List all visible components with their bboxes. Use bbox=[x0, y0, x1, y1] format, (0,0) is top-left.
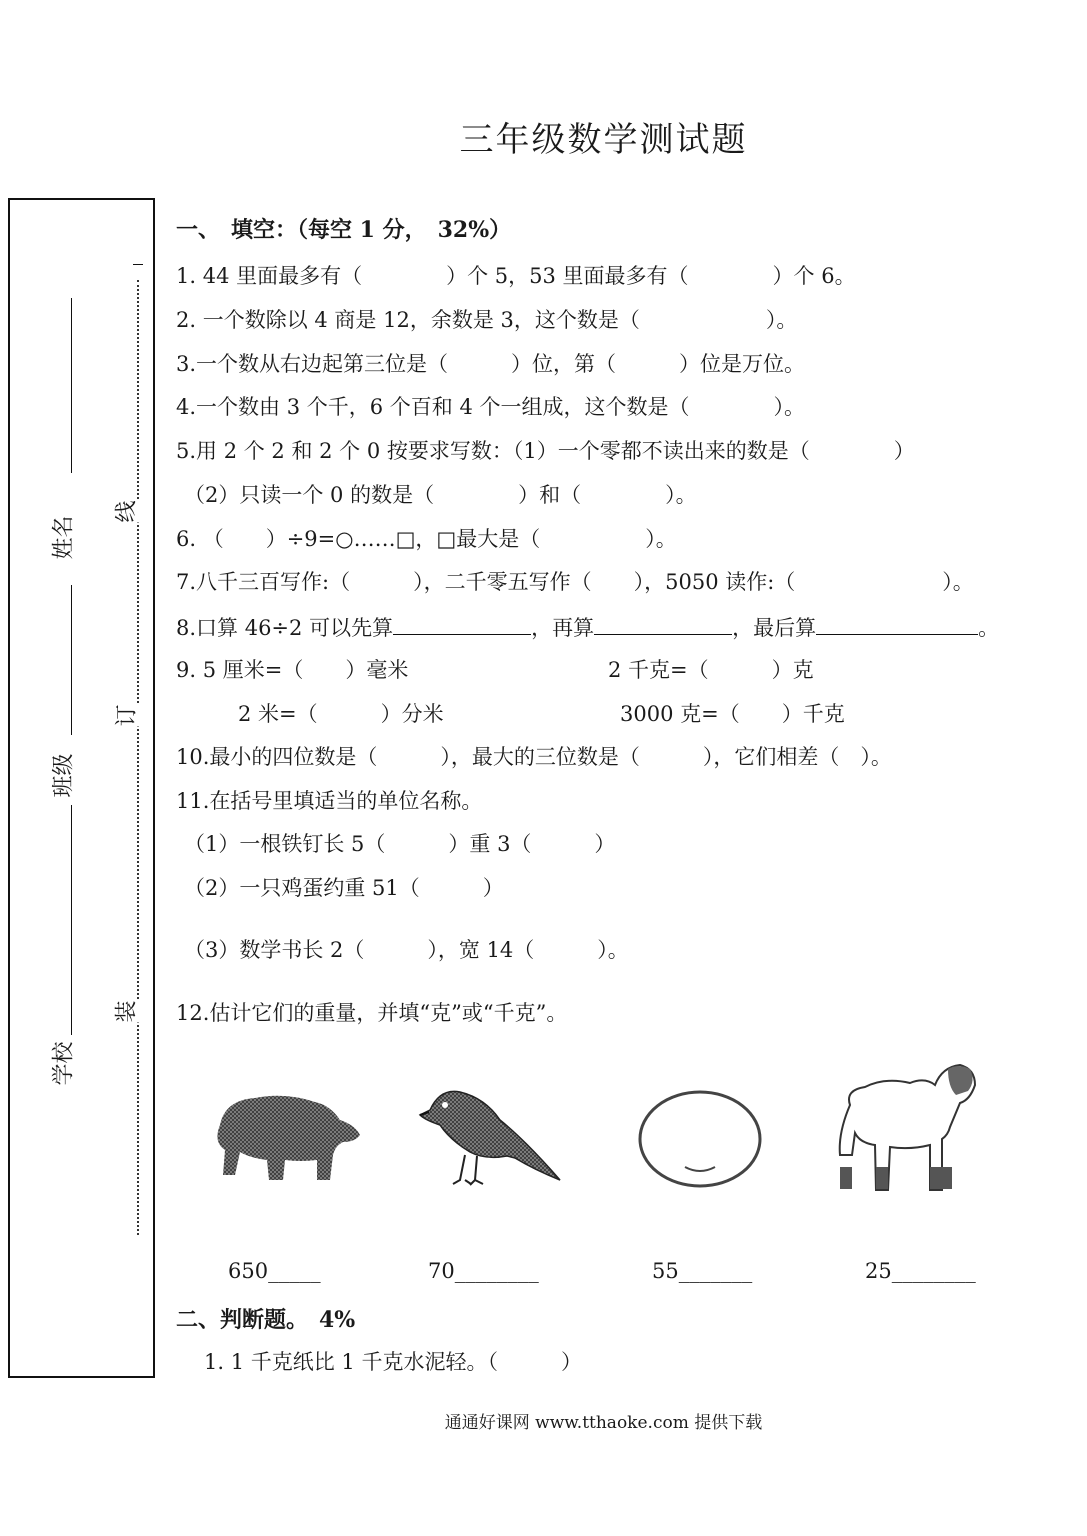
page-title: 三年级数学测试题 bbox=[459, 120, 748, 160]
sheep-icon bbox=[830, 1055, 980, 1205]
bird-icon bbox=[415, 1080, 565, 1195]
class-line-lower bbox=[71, 805, 72, 1035]
seal-mark-ding: 订 bbox=[110, 704, 141, 726]
question-9-row1-left: 9. 5 厘米=（ ）毫米 bbox=[176, 658, 409, 682]
seal-mark-line: 线 bbox=[110, 500, 141, 522]
answer-blank[interactable] bbox=[393, 612, 531, 635]
judgement-question-1: 1. 1 千克纸比 1 千克水泥轻。（ ） bbox=[204, 1350, 582, 1374]
weight-answer-1: 650_____ bbox=[228, 1259, 321, 1283]
question-9-row2-right: 3000 克=（ ）千克 bbox=[620, 702, 845, 726]
question-7: 7.八千三百写作:（ ），二千零五写作（ ），5050 读作:（ ）。 bbox=[176, 570, 974, 594]
question-9-row2-left: 2 米=（ ）分米 bbox=[238, 702, 444, 726]
class-line bbox=[71, 585, 72, 735]
question-9-row1-right: 2 千克=（ ）克 bbox=[608, 658, 814, 682]
answer-blank[interactable] bbox=[816, 612, 978, 635]
weight-answer-4: 25________ bbox=[865, 1259, 976, 1283]
bear-icon bbox=[205, 1080, 365, 1190]
question-4: 4.一个数由 3 个千，6 个百和 4 个一组成，这个数是（ ）。 bbox=[176, 395, 805, 419]
section1-heading: 一、 填空：（每空 1 分， 32%） bbox=[176, 217, 512, 243]
class-label: 班级 bbox=[51, 753, 77, 798]
name-label: 姓名 bbox=[51, 515, 77, 560]
question-8-text-a: 8.口算 46÷2 可以先算 bbox=[176, 616, 394, 640]
name-line bbox=[71, 298, 72, 473]
egg-icon bbox=[635, 1087, 765, 1192]
question-10: 10.最小的四位数是（ ），最大的三位数是（ ），它们相差（ ）。 bbox=[176, 745, 892, 769]
question-1: 1. 44 里面最多有（ ）个 5，53 里面最多有（ ）个 6。 bbox=[176, 264, 856, 288]
figure-row bbox=[205, 1055, 1005, 1205]
section2-heading: 二、判断题。 4% bbox=[176, 1307, 356, 1333]
footer-credit: 通通好课网 www.tthaoke.com 提供下载 bbox=[444, 1413, 763, 1433]
question-8-text-b: ，再算 bbox=[531, 616, 595, 640]
school-label: 学校 bbox=[51, 1041, 77, 1086]
question-12: 12.估计它们的重量，并填“克”或“千克”。 bbox=[176, 1001, 568, 1025]
weight-answer-2: 70________ bbox=[428, 1259, 539, 1283]
question-6: 6. （ ）÷9=○……□，□最大是（ ）。 bbox=[176, 527, 677, 551]
cut-line bbox=[137, 280, 139, 1235]
binding-margin bbox=[8, 198, 155, 1378]
question-11: 11.在括号里填适当的单位名称。 bbox=[176, 789, 483, 813]
seal-mark-zhuang: 装 bbox=[110, 1000, 141, 1022]
question-3: 3.一个数从右边起第三位是（ ）位，第（ ）位是万位。 bbox=[176, 352, 806, 376]
question-8 bbox=[176, 612, 999, 642]
question-8-text-d: 。 bbox=[978, 616, 1000, 640]
question-11-3: （3）数学书长 2（ ），宽 14（ ）。 bbox=[184, 938, 629, 962]
answer-blank[interactable] bbox=[594, 612, 732, 635]
question-2: 2. 一个数除以 4 商是 12，余数是 3，这个数是（ ）。 bbox=[176, 308, 798, 332]
question-8-text-c: ，最后算 bbox=[732, 616, 817, 640]
weight-answer-3: 55_______ bbox=[652, 1259, 753, 1283]
binding-dash bbox=[133, 264, 143, 265]
question-5-part2: （2）只读一个 0 的数是（ ）和（ ）。 bbox=[184, 483, 697, 507]
question-5-part1: 5.用 2 个 2 和 2 个 0 按要求写数：（1）一个零都不读出来的数是（ ） bbox=[176, 439, 915, 463]
question-11-2: （2）一只鸡蛋约重 51（ ） bbox=[184, 876, 504, 900]
question-11-1: （1）一根铁钉长 5（ ）重 3（ ） bbox=[184, 832, 616, 856]
